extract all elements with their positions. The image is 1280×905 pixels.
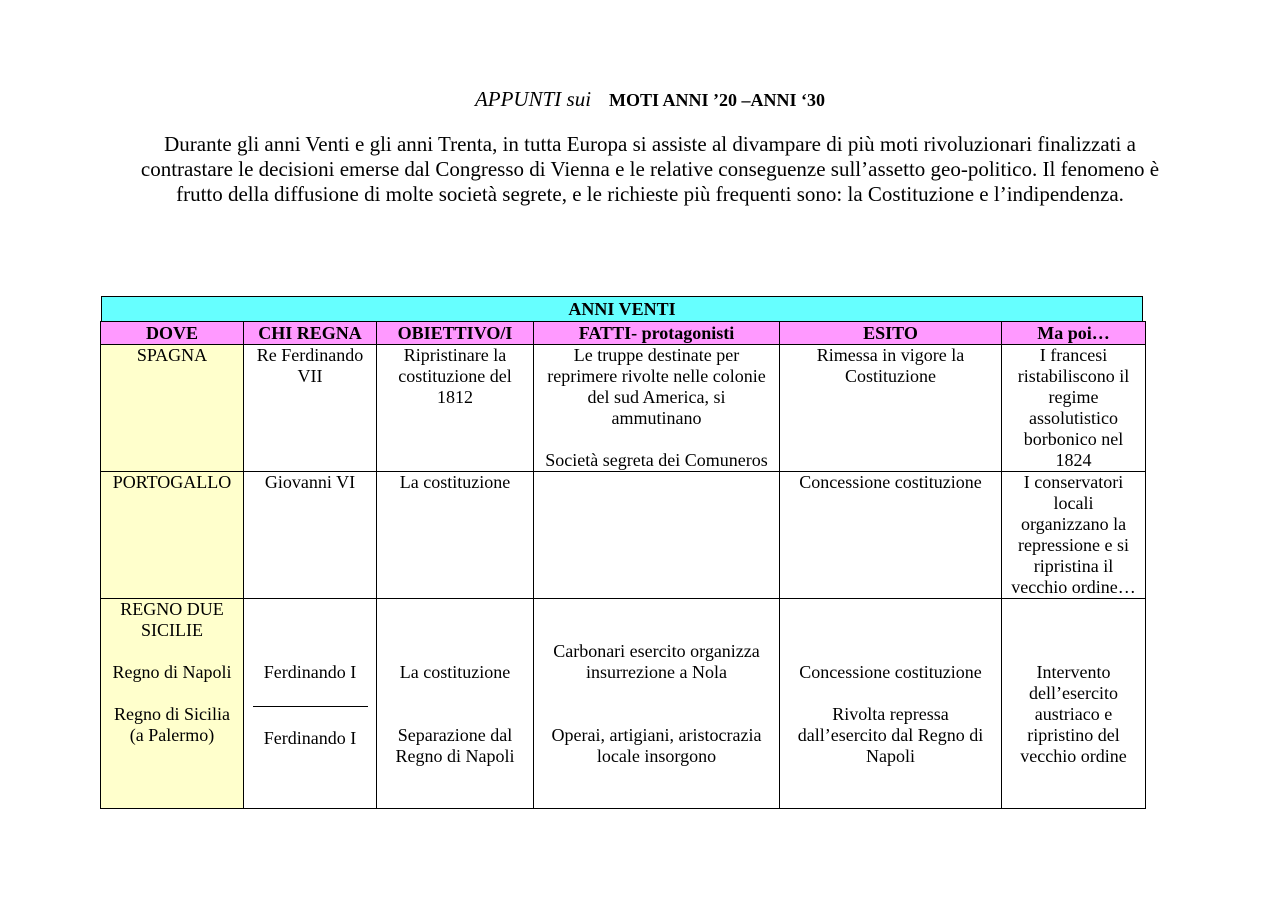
cell-obiettivo [377,472,534,599]
intro-paragraph: Durante gli anni Venti e gli anni Trenta, in tutta Europa si assiste al divampare di più moti rivoluzionari finalizzati a contrastare le decisioni emerse dal Congresso di Vienna e le relative conseguenze sull’assetto geo-politico. Il fenomeno è frutto della diffusione di molte società segrete, e le richieste più frequenti sono: la Costituzione e l’indipendenza. [140,132,1160,206]
header-chi-regna: CHI REGNA [244,322,377,345]
cell-text: REGNO DUE SICILIE [120,599,224,640]
cell-text: Concessione costituzione [799,662,982,682]
divider-line [253,706,368,707]
cell-chi-regna [244,345,377,472]
cell-ma-poi [1002,472,1146,599]
cell-text: Giovanni VI [264,472,356,492]
cell-dove [101,472,244,599]
cell-text: I conservatori locali organizzano la repressione e si ripristina il vecchio ordine… [1011,472,1136,597]
cell-dove [101,599,244,809]
cell-esito [780,472,1002,599]
cell-text: SPAGNA [136,345,208,365]
cell-text: Regno di Napoli [112,662,232,682]
table-row [101,472,1146,599]
document-title [150,87,1150,113]
cell-text: Le truppe destinate per reprimere rivolte nelle colonie del sud America, si ammutinano [547,345,766,428]
title-italic: APPUNTI sui [474,87,592,111]
cell-text: Ferdinando I [263,728,357,748]
cell-text: Ferdinando I [263,662,357,682]
cell-ma-poi [1002,345,1146,472]
cell-fatti [534,599,780,809]
header-row [101,322,1146,345]
cell-fatti [534,345,780,472]
table-caption: ANNI VENTI [101,296,1143,322]
header-ma-poi: Ma poi… [1002,322,1146,345]
cell-text: Re Ferdinando VII [256,345,364,386]
cell-obiettivo [377,345,534,472]
cell-text: La costituzione [399,662,511,682]
cell-text: Società segreta dei Comuneros [545,450,768,470]
cell-text: La costituzione [399,472,511,492]
cell-text: Concessione costituzione [799,472,982,492]
cell-text: Carbonari esercito organizza insurrezione a Nola [553,641,760,682]
cell-obiettivo [377,599,534,809]
cell-dove [101,345,244,472]
cell-text: Operai, artigiani, aristocrazia locale insorgono [551,725,762,766]
header-fatti: FATTI- protagonisti [534,322,780,345]
table-row [101,345,1146,472]
cell-text: Intervento dell’esercito austriaco e ripristino del vecchio ordine [1020,662,1127,766]
header-esito: ESITO [780,322,1002,345]
cell-text: Ripristinare la costituzione del 1812 [398,345,512,407]
cell-text: Regno di Sicilia (a Palermo) [114,704,230,745]
header-obiettivo: OBIETTIVO/I [377,322,534,345]
cell-text: Separazione dal Regno di Napoli [395,725,515,766]
cell-text: I francesi ristabiliscono il regime assolutistico borbonico nel 1824 [1017,345,1130,470]
cell-chi-regna [244,599,377,809]
cell-text: PORTOGALLO [112,472,232,492]
title-bold: MOTI ANNI ’20 –ANNI ‘30 [609,90,826,110]
cell-ma-poi [1002,599,1146,809]
header-dove: DOVE [101,322,244,345]
cell-esito [780,345,1002,472]
events-table [100,321,1146,809]
cell-fatti [534,472,780,599]
cell-text: Rimessa in vigore la Costituzione [816,345,965,386]
cell-chi-regna [244,472,377,599]
table-row [101,599,1146,809]
cell-text: Rivolta repressa dall’esercito dal Regno di Napoli [797,704,984,766]
cell-esito [780,599,1002,809]
